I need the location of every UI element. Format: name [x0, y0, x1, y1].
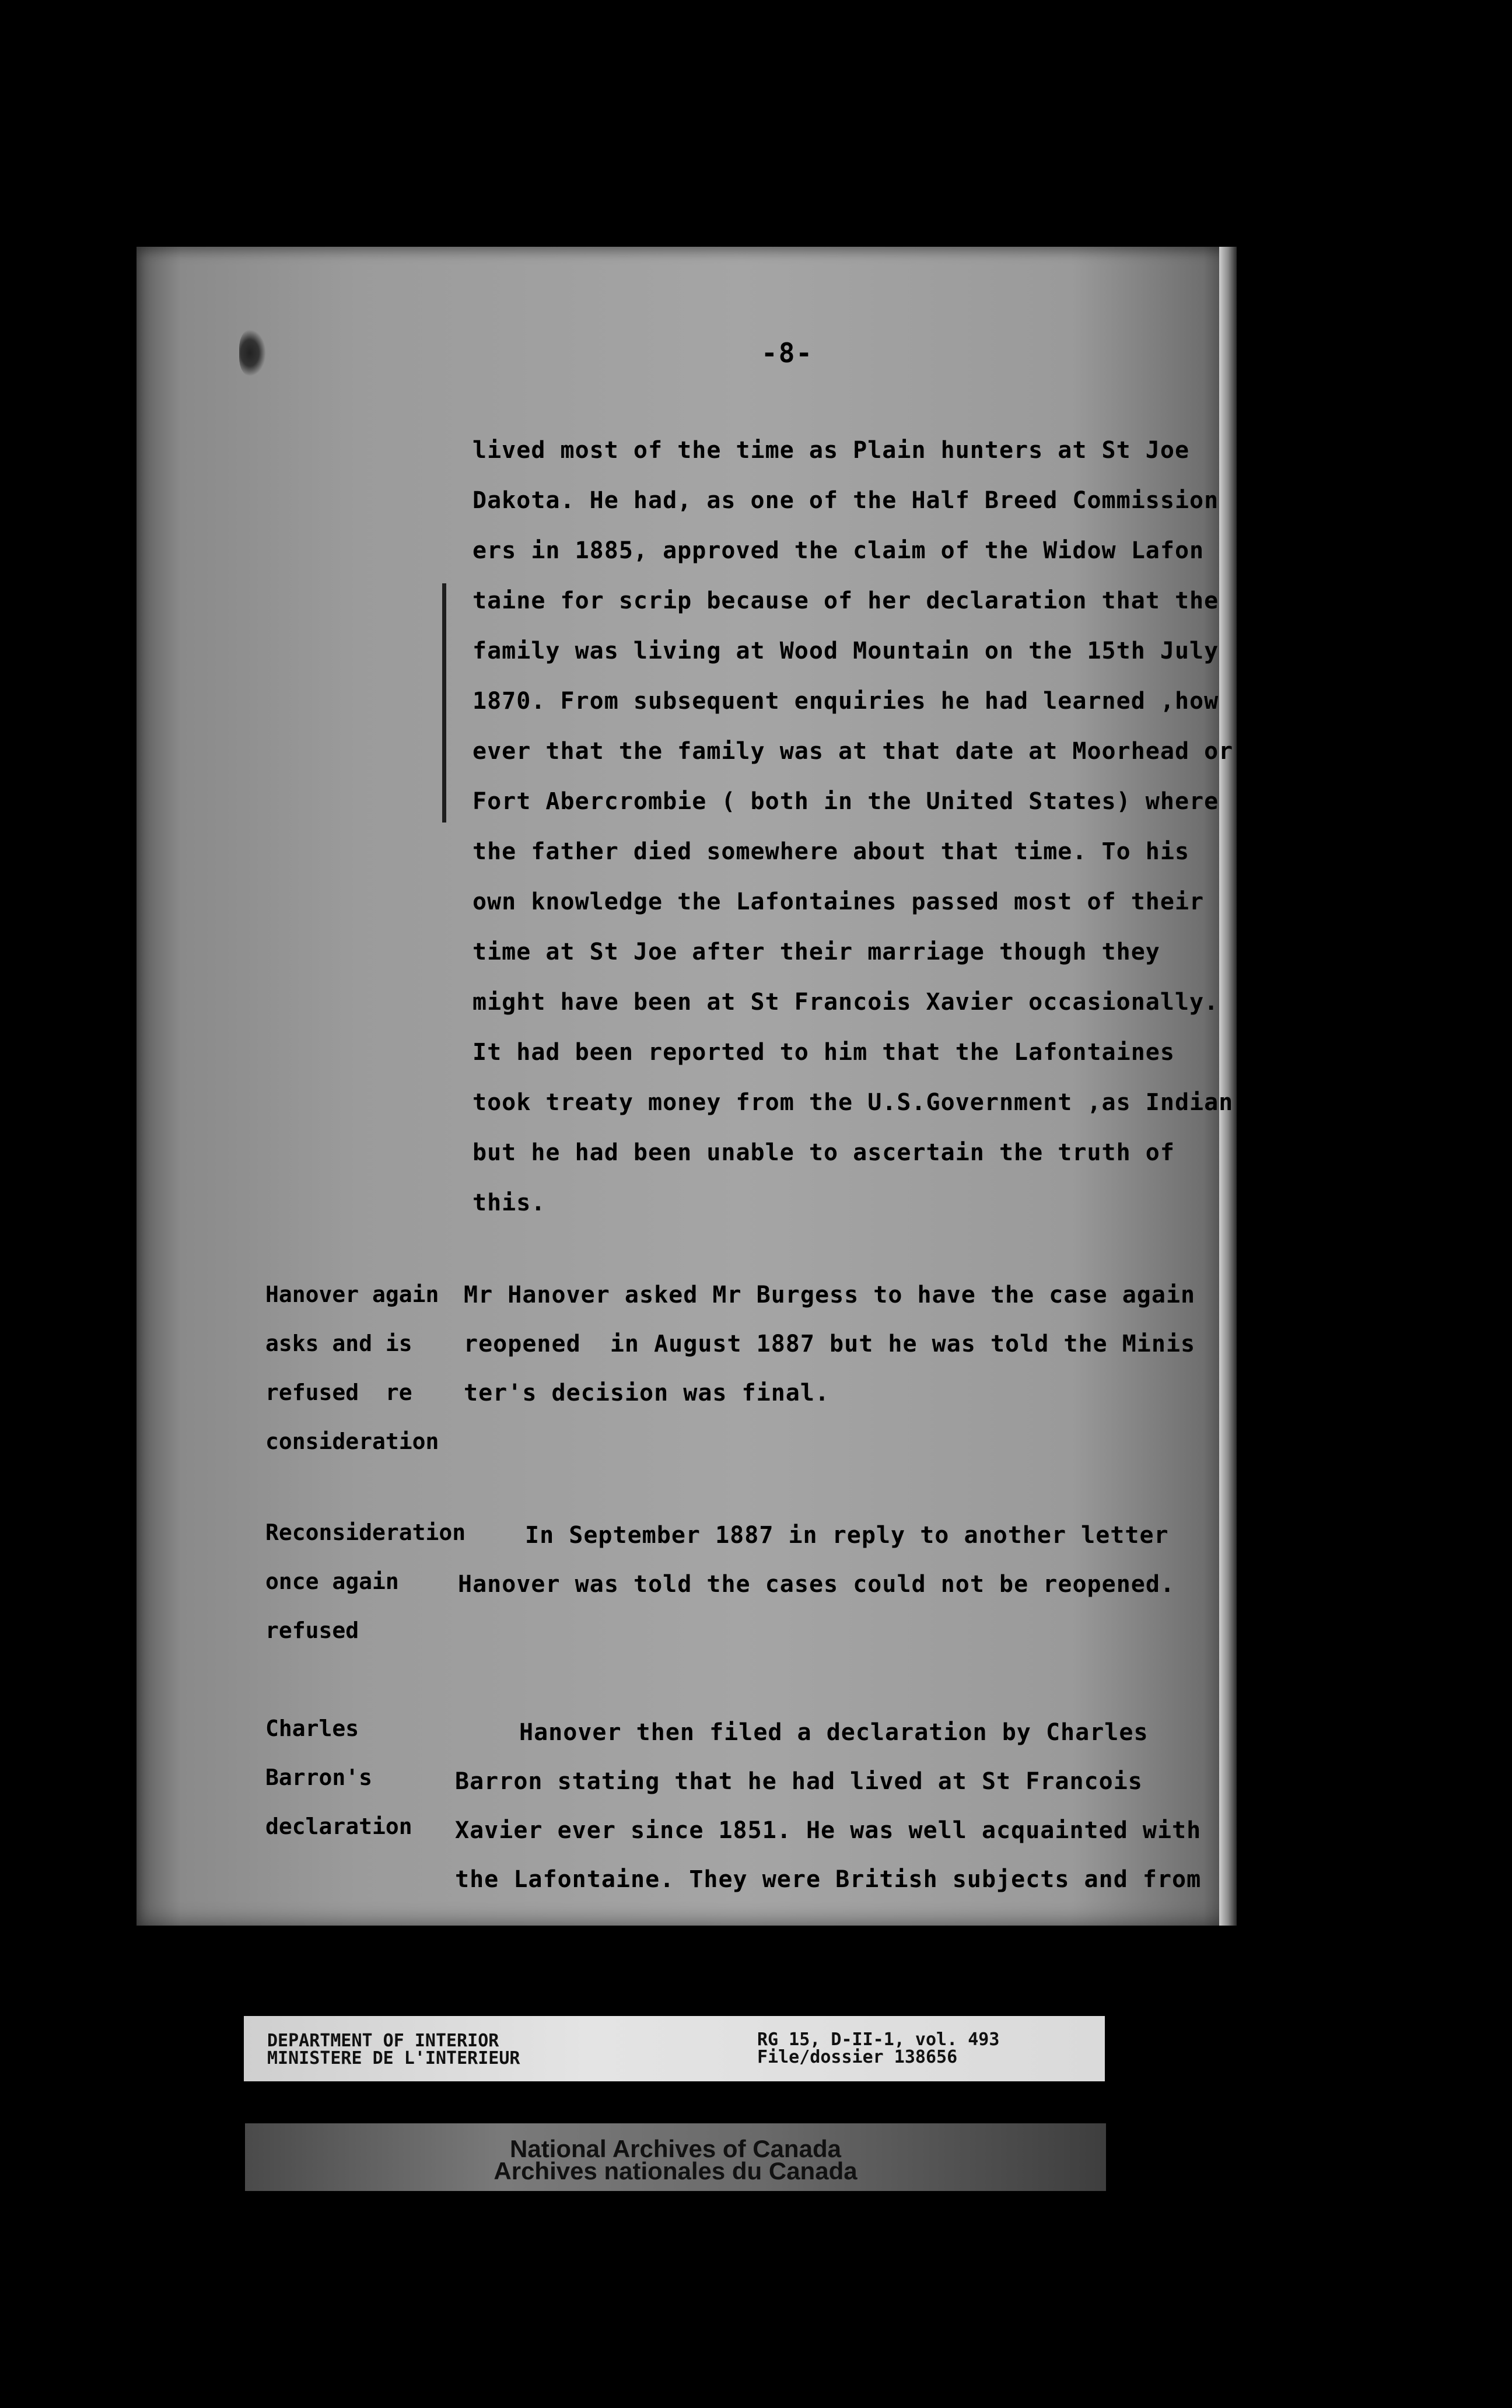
archive-stamp: [245, 2123, 1106, 2191]
margin-note: declaration: [265, 1814, 412, 1839]
section-line: Hanover then filed a declaration by Charles: [519, 1719, 1149, 1746]
body-line: 1870. From subsequent enquiries he had learned ,how: [473, 688, 1219, 715]
body-line: the father died somewhere about that time. To his: [473, 838, 1190, 865]
margin-note: Hanover again: [265, 1282, 439, 1307]
body-line: family was living at Wood Mountain on the 15th July: [473, 638, 1219, 664]
department-english: DEPARTMENT OF INTERIOR: [267, 2031, 499, 2051]
department-label: [267, 2032, 520, 2067]
section-line: Mr Hanover asked Mr Burgess to have the case again: [464, 1282, 1196, 1308]
file-reference: [757, 2031, 999, 2066]
margin-note: refused: [265, 1618, 359, 1643]
page-number: -8-: [761, 337, 814, 369]
archive-reference-label: [244, 2016, 1105, 2081]
section-line: Barron stating that he had lived at St Francois: [455, 1768, 1143, 1795]
department-french: MINISTERE DE L'INTERIEUR: [267, 2048, 520, 2068]
margin-mark: [442, 583, 446, 822]
stamp-line-english: National Archives of Canada: [510, 2135, 841, 2162]
ink-blot: [239, 330, 266, 376]
body-line: this.: [473, 1189, 546, 1216]
body-line: time at St Joe after their marriage though they: [473, 939, 1160, 965]
file-number: File/dossier 138656: [757, 2047, 958, 2067]
margin-note: Reconsideration: [265, 1520, 466, 1545]
body-line: lived most of the time as Plain hunters at St Joe: [473, 437, 1190, 464]
section-line: Xavier ever since 1851. He was well acquainted with: [455, 1817, 1202, 1844]
page-edge: [1219, 247, 1237, 1926]
margin-note: asks and is: [265, 1331, 412, 1356]
margin-note: once again: [265, 1569, 399, 1594]
body-line: but he had been unable to ascertain the truth of: [473, 1139, 1175, 1166]
margin-note: refused re: [265, 1380, 412, 1405]
body-line: own knowledge the Lafontaines passed most of their: [473, 888, 1205, 915]
body-line: Fort Abercrombie ( both in the United States) where: [473, 788, 1219, 815]
stamp-line-french: Archives nationales du Canada: [494, 2157, 858, 2185]
section-line: reopened in August 1887 but he was told the Minis: [464, 1331, 1196, 1357]
section-line: Hanover was told the cases could not be reopened.: [458, 1571, 1175, 1598]
body-line: ers in 1885, approved the claim of the Widow Lafon: [473, 537, 1205, 564]
margin-note: Charles: [265, 1716, 359, 1741]
section-line: the Lafontaine. They were British subjects and from: [455, 1866, 1202, 1893]
body-line: taine for scrip because of her declaration that the: [473, 587, 1219, 614]
section-line: In September 1887 in reply to another letter: [525, 1522, 1169, 1549]
body-line: It had been reported to him that the Lafontaines: [473, 1039, 1175, 1066]
body-line: took treaty money from the U.S.Government ,as Indian: [473, 1089, 1234, 1116]
record-group: RG 15, D-II-1, vol. 493: [757, 2029, 1000, 2050]
margin-note: Barron's: [265, 1765, 373, 1790]
body-line: might have been at St Francois Xavier occasionally.: [473, 989, 1219, 1016]
margin-note: consideration: [265, 1429, 439, 1454]
section-line: ter's decision was final.: [464, 1380, 830, 1406]
body-line: ever that the family was at that date at Moorhead or: [473, 738, 1234, 765]
body-line: Dakota. He had, as one of the Half Breed Commission: [473, 487, 1219, 514]
